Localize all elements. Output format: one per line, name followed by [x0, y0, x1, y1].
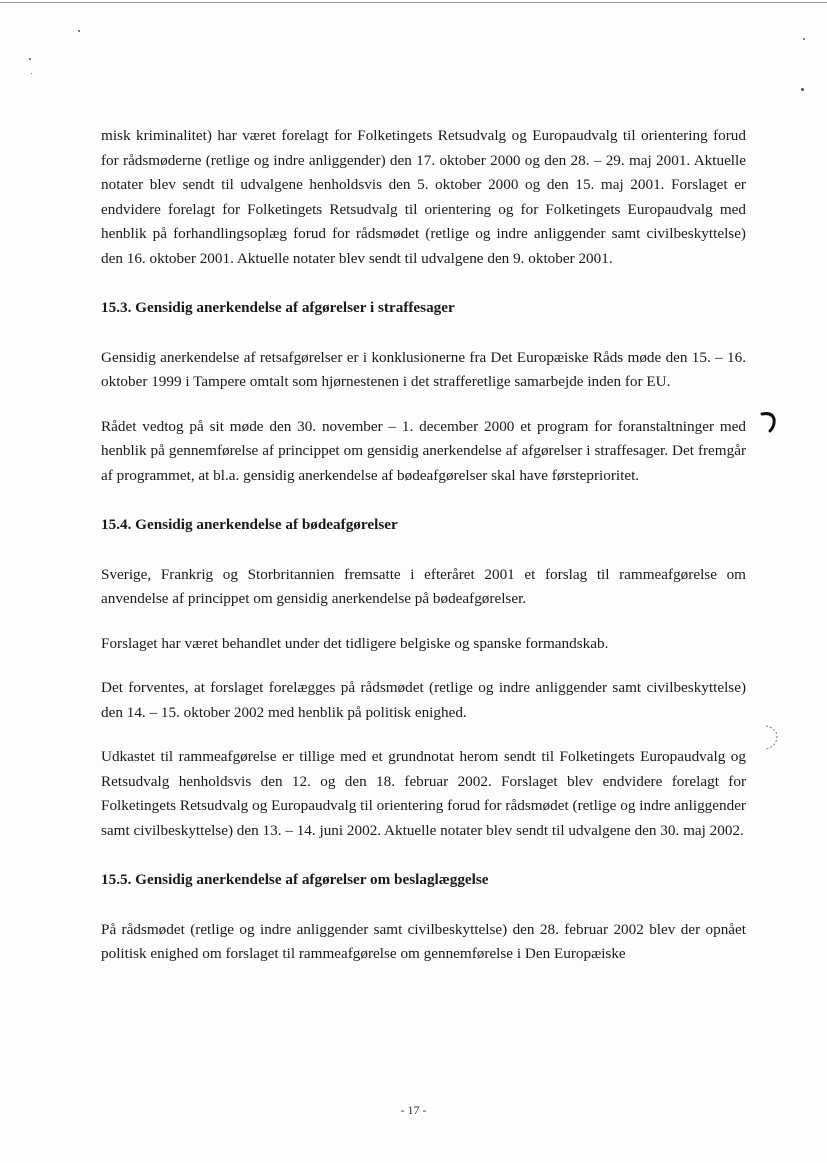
body-paragraph: Sverige, Frankrig og Storbritannien fremsatte i efteråret 2001 et forslag til rammeafgørelse om anvendelse af princippet om gensidig anerkendelse på bødeafgørelser.	[101, 565, 746, 607]
body-paragraph: Gensidig anerkendelse af retsafgørelser er i konklusionerne fra Det Europæiske Råds møde den 15. – 16. oktober 1999 i Tampere omtalt som hjørnestenen i det strafferetlige samarbejde inden for EU.	[101, 348, 746, 390]
body-paragraph: På rådsmødet (retlige og indre anliggender samt civilbeskyttelse) den 28. februar 2002 blev der opnået politisk enighed om forslaget til rammeafgørelse om gennemførelse i Den Europæiske	[101, 920, 746, 962]
binding-hole-mark	[760, 410, 780, 434]
body-paragraph: Forslaget har været behandlet under det tidligere belgiske og spanske formandskab.	[101, 634, 609, 652]
body-paragraph: misk kriminalitet) har været forelagt for Folketingets Retsudvalg og Europaudvalg til orientering forud for rådsmøderne (retlige og indre anliggender) den 17. oktober 2000 og den 28. – 29. maj 2001. Aktuelle notater blev sendt til udvalgene henholdsvis den 5. oktober 2000 og den 15. maj 2001. Forslaget er endvidere forelagt for Folketingets Retsudvalg til orientering og for Folketingets Europaudvalg med henblik på forhandlingsoplæg forud for rådsmødet (retlige og indre anliggender samt civilbeskyttelse) den 16. oktober 2001. Aktuelle notater blev sendt til udvalgene den 9. oktober 2001.	[101, 127, 746, 267]
scan-speck	[803, 38, 805, 40]
document-body	[101, 124, 746, 967]
body-paragraph: Rådet vedtog på sit møde den 30. november – 1. december 2000 et program for foranstaltninger med henblik på gennemførelse af princippet om gensidig anerkendelse af afgørelser i straffesager. Det fremgår af programmet, at bl.a. gensidig anerkendelse af bødeafgørelser skal have førsteprioritet.	[101, 417, 746, 484]
binding-hole-mark	[762, 724, 782, 752]
scan-speck	[78, 30, 80, 32]
body-paragraph: Udkastet til rammeafgørelse er tillige med et grundnotat herom sendt til Folketingets Europaudvalg og Retsudvalg henholdsvis den 12. og den 18. februar 2002. Forslaget blev endvidere forelagt for Folketingets Retsudvalg og Europaudvalg til orientering forud for rådsmødet (retlige og indre anliggender samt civilbeskyttelse) den 13. – 14. juni 2002. Aktuelle notater blev sendt til udvalgene den 30. maj 2002.	[101, 748, 746, 839]
page-number: - 17 -	[400, 1103, 427, 1117]
scan-speck	[31, 73, 32, 74]
body-paragraph: Det forventes, at forslaget forelægges på rådsmødet (retlige og indre anliggender samt civilbeskyttelse) den 14. – 15. oktober 2002 med henblik på politisk enighed.	[101, 679, 746, 721]
scan-speck	[801, 88, 804, 91]
scan-speck	[29, 58, 31, 60]
section-heading: 15.5. Gensidig anerkendelse af afgørelser om beslaglæggelse	[101, 871, 489, 888]
section-heading: 15.3. Gensidig anerkendelse af afgørelser i straffesager	[101, 299, 455, 316]
top-edge-line	[0, 2, 827, 3]
section-heading: 15.4. Gensidig anerkendelse af bødeafgørelser	[101, 516, 398, 533]
